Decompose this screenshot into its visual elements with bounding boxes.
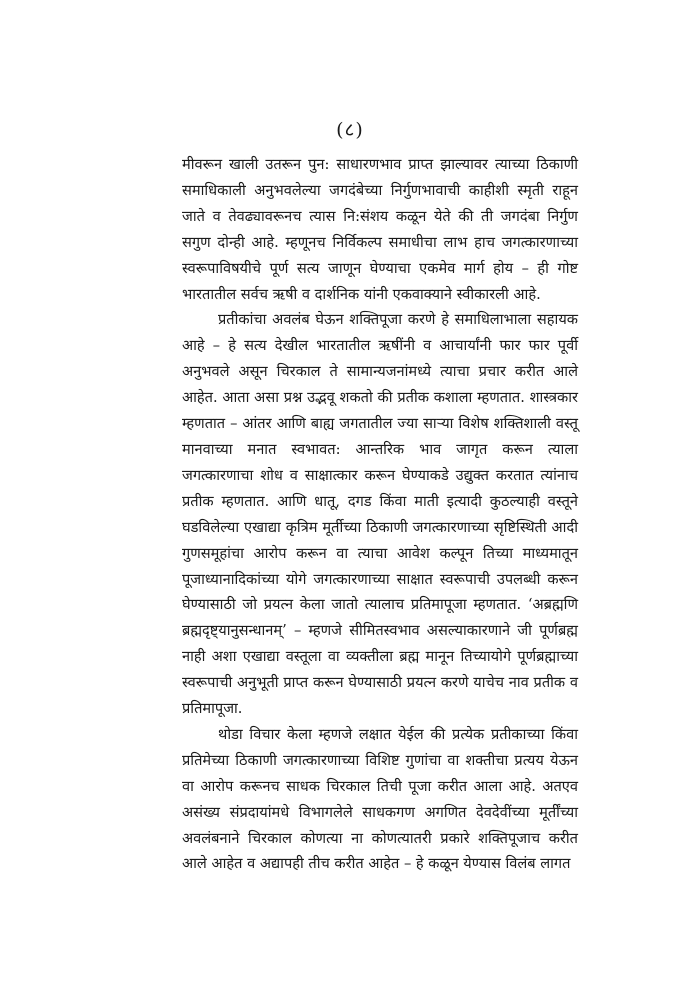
paragraph-3: थोडा विचार केला म्हणजे लक्षात येईल की प्रत्येक प्रतीकाच्या किंवा प्रतिमेच्या ठिकाणी जगत्कारणाच्या विशिष्ट गुणांचा वा शक्तीचा प्रत्यय येऊन वा आरोप करूनच साधक चिरकाल तिची पूजा करीत आला आहे. अतएव असंख्य संप्रदायांमधे विभागलेले साधकगण अगणित देवदेवींच्या मूर्तींच्या अवलंबनाने चिरकाल कोणत्या ना कोणत्यातरी प्रकारे शक्तिपूजाच करीत आले आहेत व अद्यापही तीच करीत आहेत – हे कळून येण्यास विलंब लागत [182, 725, 578, 873]
page-number: (८) [336, 119, 364, 141]
body-text [182, 152, 578, 877]
paragraph-1: मीवरून खाली उतरून पुन: साधारणभाव प्राप्त झाल्यावर त्याच्या ठिकाणी समाधिकाली अनुभवलेल्या जगदंबेच्या निर्गुणभावाची काहीशी स्मृती राहून जाते व तेवढ्यावरूनच त्यास नि:संशय कळून येते की ती जगदंबा निर्गुण सगुण दोन्ही आहे. म्हणूनच निर्विकल्प समाधीचा लाभ हाच जगत्कारणाच्या स्वरूपाविषयीचे पूर्ण सत्य जाणून घेण्याचा एकमेव मार्ग होय – ही गोष्ट भारतातील सर्वच ऋषी व दार्शनिक यांनी एकवाक्याने स्वीकारली आहे. [182, 156, 578, 303]
paragraph-2: प्रतीकांचा अवलंब घेऊन शक्तिपूजा करणे हे समाधिलाभाला सहायक आहे – हे सत्य देखील भारतातील ऋषींनी व आचार्यांनी फार फार पूर्वी अनुभवले असून चिरकाल ते सामान्यजनांमध्ये त्याचा प्रचार करीत आले आहेत. आता असा प्रश्न उद्भवू शकतो की प्रतीक कशाला म्हणतात. शास्त्रकार म्हणतात – आंतर आणि बाह्य जगतातील ज्या साऱ्या विशेष शक्तिशाली वस्तू मानवाच्या मनात स्वभावत: आन्तरिक भाव जागृत करून त्याला जगत्कारणाचा शोध व साक्षात्कार करून घेण्याकडे उद्युक्त करतात त्यांनाच प्रतीक म्हणतात. आणि धातू, दगड किंवा माती इत्यादी कुठल्याही वस्तूने घडविलेल्या एखाद्या कृत्रिम मूर्तीच्या ठिकाणी जगत्कारणाच्या सृष्टिस्थिती आदी गुणसमूहांचा आरोप करून वा त्याचा आवेश कल्पून तिच्या माध्यमातून पूजाध्यानादिकांच्या योगे जगत्कारणाच्या साक्षात स्वरूपाची उपलब्धी करून घेण्यासाठी जो प्रयत्न केला जातो त्यालाच प्रतिमापूजा म्हणतात. ‘अब्रह्मणि ब्रह्मदृष्ट्यानुसन्धानम्’ – म्हणजे सीमितस्वभाव असल्याकारणाने जी पूर्णब्रह्म नाही अशा एखाद्या वस्तूला वा व्यक्तीला ब्रह्म मानून तिच्यायोगे पूर्णब्रह्माच्या स्वरूपाची अनुभूती प्राप्त करून घेण्यासाठी प्रयत्न करणे याचेच नाव प्रतीक व प्रतिमापूजा. [182, 311, 578, 718]
